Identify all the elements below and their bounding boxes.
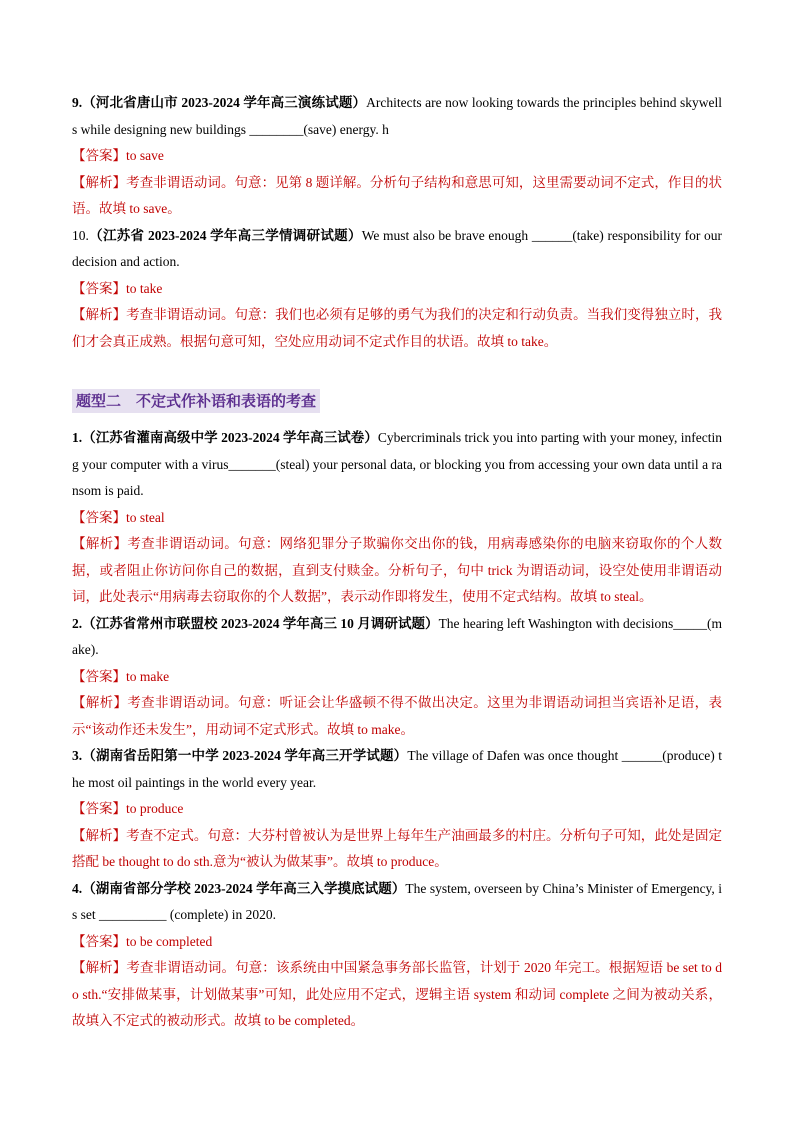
section-heading: 题型二 不定式作补语和表语的考查	[72, 389, 320, 413]
answer: 【答案】to take	[72, 280, 163, 296]
analysis: 【解析】考查不定式。句意：大芬村曾被认为是世界上每年生产油画最多的村庄。分析句子可知，此处是固定搭配 be thought to do sth.意为“被认为做某事”。故填 to produce。	[72, 827, 722, 869]
question-number: 2.	[72, 615, 83, 631]
section-question-2	[72, 611, 722, 744]
question-source: （江苏省常州市联盟校 2023-2024 学年高三 10 月调研试题）	[82, 615, 439, 631]
question-10	[72, 223, 722, 356]
question-number: 1.	[72, 430, 83, 445]
question-stem	[72, 611, 722, 664]
analysis: 【解析】考查非谓语动词。句意：我们也必须有足够的勇气为我们的决定和行动负责。当我们变得独立时，我们才会真正成熟。根据句意可知，空处应用动词不定式作目的状语。故填 to take。	[72, 307, 722, 349]
analysis: 【解析】考查非谓语动词。句意：网络犯罪分子欺骗你交出你的钱，用病毒感染你的电脑来窃取你的个人数据，或者阻止你访问你自己的数据，直到支付赎金。分析句子，句中 trick 为谓语动词，设空处使用非谓语动词，此处表示“用病毒去窃取你的个人数据”，表示动作即将发生，使用不定式结构。故填 to steal。	[72, 536, 722, 604]
blank: ________	[249, 121, 304, 137]
question-number: 3.	[72, 748, 83, 763]
question-text: The hearing left Washington with decisions	[438, 615, 674, 631]
answer: 【答案】to produce	[72, 801, 184, 816]
question-text: (make).	[72, 615, 722, 657]
question-source: （江苏省灌南高级中学 2023-2024 学年高三试卷）	[82, 430, 378, 445]
question-stem	[72, 743, 722, 796]
question-text: Architects are now looking towards the principles behind skywells while designing new buildings	[72, 95, 722, 137]
question-text: The village of Dafen was once thought	[407, 748, 622, 763]
section-question-1	[72, 425, 722, 611]
question-stem	[72, 425, 722, 505]
section-question-4	[72, 876, 722, 1035]
question-text: (save) energy. h	[303, 121, 389, 137]
question-source: （河北省唐山市 2023-2024 学年高三演练试题）	[82, 95, 367, 110]
question-text: (take) responsibility for our decision and action.	[72, 227, 722, 269]
blank: ______	[621, 748, 663, 763]
question-source: （湖南省部分学校 2023-2024 学年高三入学摸底试题）	[82, 880, 406, 896]
question-stem	[72, 876, 722, 929]
question-text: We must also be brave enough	[361, 227, 532, 243]
question-9	[72, 90, 722, 223]
question-number: 4.	[72, 880, 83, 896]
answer: 【答案】to steal	[72, 509, 165, 525]
blank: _______	[228, 456, 276, 472]
question-stem	[72, 223, 722, 276]
question-number: 10.	[72, 227, 89, 243]
analysis: 【解析】考查非谓语动词。句意：听证会让华盛顿不得不做出决定。这里为非谓语动词担当宾语补足语，表示“该动作还未发生”，用动词不定式形式。故填 to make。	[72, 695, 722, 737]
question-source: （湖南省岳阳第一中学 2023-2024 学年高三开学试题）	[82, 748, 408, 763]
blank: ______	[531, 227, 573, 243]
answer: 【答案】to save	[72, 148, 164, 163]
section-question-3	[72, 743, 722, 876]
answer: 【答案】to make	[72, 668, 170, 684]
question-stem	[72, 90, 722, 143]
question-text: The system, overseen by China’s Minister of Emergency, is set	[72, 880, 722, 922]
question-text: (produce) the most oil paintings in the world every year.	[72, 748, 722, 790]
question-number: 9.	[72, 95, 83, 110]
question-text: (complete) in 2020.	[166, 907, 276, 922]
analysis: 【解析】考查非谓语动词。句意：该系统由中国紧急事务部长监管，计划于 2020 年完工。根据短语 be set to do sth.“安排做某事，计划做某事”可知，此处应用不定式，逻辑主语 system 和动词 complete 之间为被动关系，故填入不定式的被动形式。故填 to be completed。	[72, 960, 722, 1028]
question-text: Cybercriminals trick you into parting with your money, infecting your computer with a virus	[72, 430, 722, 472]
analysis: 【解析】考查非谓语动词。句意：见第 8 题详解。分析句子结构和意思可知，这里需要动词不定式，作目的状语。故填 to save。	[72, 174, 722, 216]
answer: 【答案】to be completed	[72, 933, 213, 949]
blank: _____	[673, 615, 707, 631]
blank: __________	[99, 907, 167, 922]
question-source: （江苏省 2023-2024 学年高三学情调研试题）	[88, 227, 362, 243]
question-text: (steal) your personal data, or blocking you from accessing your own data until a ransom is paid.	[72, 456, 722, 498]
